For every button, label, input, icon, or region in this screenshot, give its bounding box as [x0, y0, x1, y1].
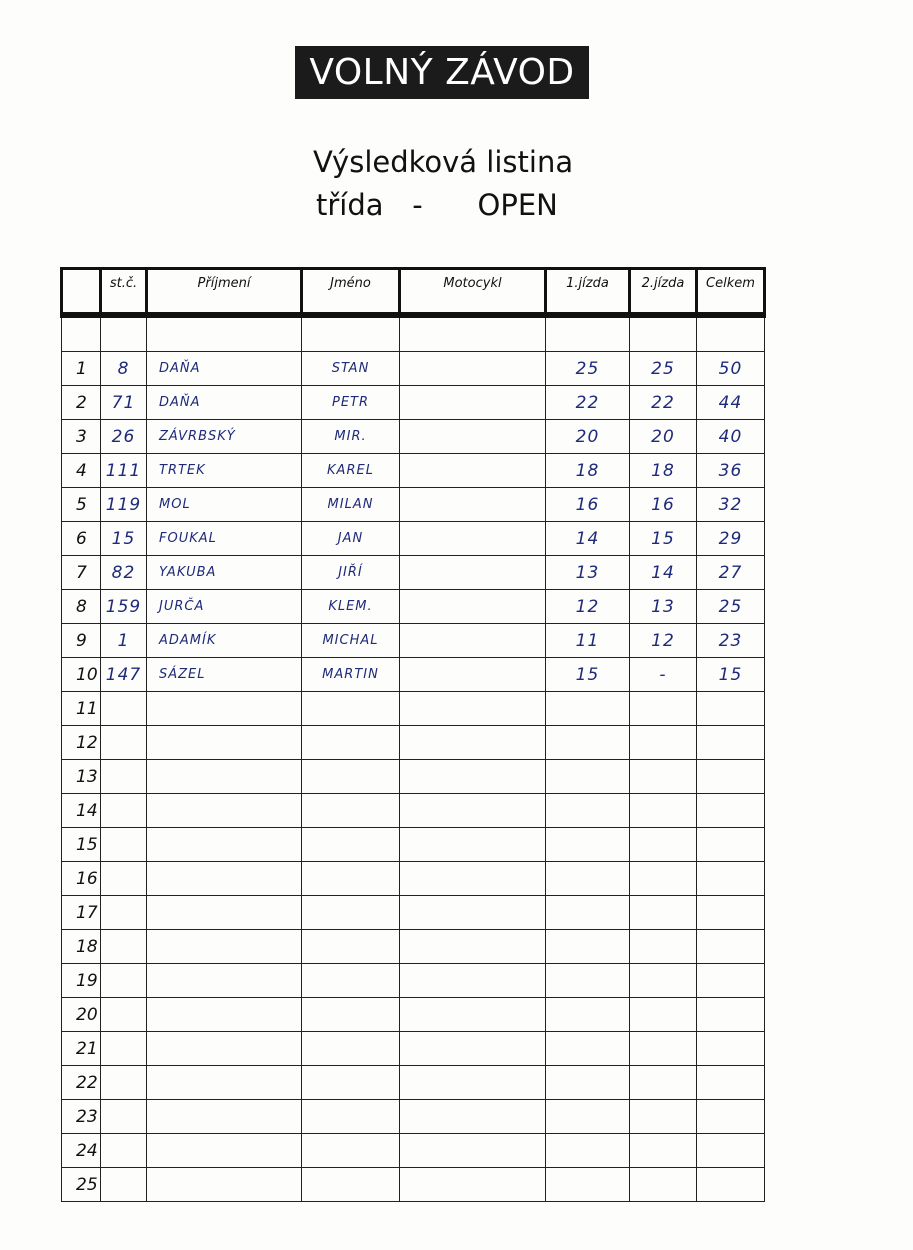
run-1-cell	[546, 1066, 630, 1100]
position-cell: 19	[62, 964, 101, 998]
column-header-total: Celkem	[697, 269, 765, 316]
position-cell: 5	[62, 488, 101, 522]
motorcycle-cell	[400, 998, 546, 1032]
surname-cell	[147, 692, 302, 726]
total-cell	[697, 1032, 765, 1066]
table-row	[62, 930, 765, 964]
run-2-cell	[630, 726, 697, 760]
surname-cell: ADAMÍK	[147, 624, 302, 658]
column-header-position	[62, 269, 101, 316]
run-1-cell: 14	[546, 522, 630, 556]
run-1-cell	[546, 828, 630, 862]
first-name-cell: JAN	[302, 522, 400, 556]
run-2-cell: 22	[630, 386, 697, 420]
total-cell: 40	[697, 420, 765, 454]
motorcycle-cell	[400, 386, 546, 420]
first-name-cell: KAREL	[302, 454, 400, 488]
position-cell: 23	[62, 1100, 101, 1134]
position-cell: 1	[62, 352, 101, 386]
total-cell	[697, 964, 765, 998]
run-2-cell	[630, 930, 697, 964]
motorcycle-cell	[400, 760, 546, 794]
table-row	[62, 386, 765, 420]
total-cell: 36	[697, 454, 765, 488]
table-row	[62, 1168, 765, 1202]
start-number-cell: 82	[101, 556, 147, 590]
first-name-cell	[302, 1134, 400, 1168]
run-1-cell	[546, 760, 630, 794]
position-cell: 8	[62, 590, 101, 624]
table-row	[62, 1032, 765, 1066]
document-title: Výsledková listina	[313, 145, 574, 179]
total-cell	[697, 760, 765, 794]
run-2-cell	[630, 1168, 697, 1202]
surname-cell: DAŇA	[147, 352, 302, 386]
surname-cell: YAKUBA	[147, 556, 302, 590]
run-1-cell: 25	[546, 352, 630, 386]
motorcycle-cell	[400, 658, 546, 692]
table-row	[62, 624, 765, 658]
start-number-cell: 147	[101, 658, 147, 692]
first-name-cell	[302, 896, 400, 930]
surname-cell	[147, 964, 302, 998]
start-number-cell	[101, 1168, 147, 1202]
start-number-cell	[101, 794, 147, 828]
motorcycle-cell	[400, 692, 546, 726]
position-cell: 16	[62, 862, 101, 896]
column-header-start-number: st.č.	[101, 269, 147, 316]
start-number-cell	[101, 760, 147, 794]
run-1-cell	[546, 1168, 630, 1202]
column-header-first-name: Jméno	[302, 269, 400, 316]
class-prefix: třída	[316, 188, 384, 222]
surname-cell	[147, 930, 302, 964]
run-1-cell: 20	[546, 420, 630, 454]
run-1-cell: 11	[546, 624, 630, 658]
run-2-cell	[630, 828, 697, 862]
motorcycle-cell	[400, 488, 546, 522]
run-2-cell: 18	[630, 454, 697, 488]
start-number-cell: 111	[101, 454, 147, 488]
motorcycle-cell	[400, 454, 546, 488]
run-1-cell	[546, 1134, 630, 1168]
position-cell: 3	[62, 420, 101, 454]
class-name: OPEN	[477, 188, 558, 222]
total-cell	[697, 862, 765, 896]
surname-cell	[147, 998, 302, 1032]
position-cell: 11	[62, 692, 101, 726]
run-2-cell	[630, 1134, 697, 1168]
start-number-cell	[101, 896, 147, 930]
run-2-cell: 12	[630, 624, 697, 658]
first-name-cell	[302, 862, 400, 896]
event-banner: VOLNÝ ZÁVOD	[295, 46, 589, 99]
run-2-cell: 15	[630, 522, 697, 556]
motorcycle-cell	[400, 1032, 546, 1066]
run-1-cell: 22	[546, 386, 630, 420]
table-row	[62, 556, 765, 590]
table-row	[62, 420, 765, 454]
run-1-cell	[546, 998, 630, 1032]
first-name-cell	[302, 964, 400, 998]
motorcycle-cell	[400, 1066, 546, 1100]
first-name-cell	[302, 794, 400, 828]
motorcycle-cell	[400, 896, 546, 930]
surname-cell: JURČA	[147, 590, 302, 624]
run-2-cell	[630, 964, 697, 998]
run-2-cell: 20	[630, 420, 697, 454]
first-name-cell	[302, 1100, 400, 1134]
table-row	[62, 1100, 765, 1134]
start-number-cell: 119	[101, 488, 147, 522]
position-cell: 18	[62, 930, 101, 964]
total-cell: 32	[697, 488, 765, 522]
surname-cell	[147, 828, 302, 862]
run-2-cell	[630, 1032, 697, 1066]
motorcycle-cell	[400, 964, 546, 998]
run-2-cell: 13	[630, 590, 697, 624]
run-2-cell: -	[630, 658, 697, 692]
total-cell	[697, 1134, 765, 1168]
column-header-motorcycle: Motocykl	[400, 269, 546, 316]
surname-cell: MOL	[147, 488, 302, 522]
column-header-run-2: 2.jízda	[630, 269, 697, 316]
run-2-cell	[630, 794, 697, 828]
start-number-cell	[101, 862, 147, 896]
start-number-cell: 159	[101, 590, 147, 624]
position-cell: 25	[62, 1168, 101, 1202]
run-1-cell	[546, 1100, 630, 1134]
table-row	[62, 522, 765, 556]
run-1-cell	[546, 862, 630, 896]
run-1-cell	[546, 794, 630, 828]
first-name-cell	[302, 1032, 400, 1066]
first-name-cell: JIŘÍ	[302, 556, 400, 590]
run-2-cell	[630, 998, 697, 1032]
surname-cell	[147, 896, 302, 930]
table-row	[62, 828, 765, 862]
first-name-cell	[302, 1168, 400, 1202]
total-cell	[697, 930, 765, 964]
total-cell: 25	[697, 590, 765, 624]
total-cell	[697, 794, 765, 828]
surname-cell	[147, 1168, 302, 1202]
motorcycle-cell	[400, 1134, 546, 1168]
start-number-cell	[101, 828, 147, 862]
position-cell: 9	[62, 624, 101, 658]
total-cell	[697, 692, 765, 726]
position-cell: 10	[62, 658, 101, 692]
total-cell	[697, 828, 765, 862]
surname-cell: TRTEK	[147, 454, 302, 488]
start-number-cell: 71	[101, 386, 147, 420]
motorcycle-cell	[400, 556, 546, 590]
run-1-cell: 15	[546, 658, 630, 692]
motorcycle-cell	[400, 1100, 546, 1134]
first-name-cell: MARTIN	[302, 658, 400, 692]
first-name-cell	[302, 726, 400, 760]
run-1-cell	[546, 726, 630, 760]
surname-cell	[147, 1134, 302, 1168]
table-row	[62, 590, 765, 624]
surname-cell	[147, 862, 302, 896]
table-row	[62, 692, 765, 726]
run-2-cell	[630, 896, 697, 930]
start-number-cell	[101, 930, 147, 964]
class-line	[316, 188, 596, 222]
class-dash: -	[412, 188, 423, 222]
total-cell: 27	[697, 556, 765, 590]
surname-cell: FOUKAL	[147, 522, 302, 556]
first-name-cell: STAN	[302, 352, 400, 386]
run-2-cell: 25	[630, 352, 697, 386]
header-spacer	[62, 315, 765, 352]
run-1-cell	[546, 692, 630, 726]
table-row	[62, 454, 765, 488]
first-name-cell: MIR.	[302, 420, 400, 454]
surname-cell	[147, 1032, 302, 1066]
surname-cell	[147, 726, 302, 760]
run-2-cell	[630, 1066, 697, 1100]
table-row	[62, 964, 765, 998]
run-1-cell: 13	[546, 556, 630, 590]
table-row	[62, 794, 765, 828]
position-cell: 12	[62, 726, 101, 760]
surname-cell: SÁZEL	[147, 658, 302, 692]
first-name-cell	[302, 998, 400, 1032]
first-name-cell	[302, 1066, 400, 1100]
run-2-cell	[630, 760, 697, 794]
run-1-cell	[546, 896, 630, 930]
total-cell	[697, 1100, 765, 1134]
table-row	[62, 726, 765, 760]
table-row	[62, 1066, 765, 1100]
start-number-cell	[101, 964, 147, 998]
position-cell: 7	[62, 556, 101, 590]
motorcycle-cell	[400, 590, 546, 624]
run-1-cell: 18	[546, 454, 630, 488]
surname-cell: DAŇA	[147, 386, 302, 420]
position-cell: 2	[62, 386, 101, 420]
total-cell	[697, 1168, 765, 1202]
start-number-cell: 8	[101, 352, 147, 386]
run-1-cell: 12	[546, 590, 630, 624]
total-cell: 15	[697, 658, 765, 692]
start-number-cell	[101, 726, 147, 760]
total-cell: 29	[697, 522, 765, 556]
results-table	[60, 267, 766, 1202]
column-header-surname: Příjmení	[147, 269, 302, 316]
first-name-cell: PETR	[302, 386, 400, 420]
position-cell: 14	[62, 794, 101, 828]
table-row	[62, 998, 765, 1032]
first-name-cell	[302, 930, 400, 964]
table-row	[62, 352, 765, 386]
run-2-cell	[630, 692, 697, 726]
motorcycle-cell	[400, 726, 546, 760]
run-2-cell: 14	[630, 556, 697, 590]
position-cell: 21	[62, 1032, 101, 1066]
start-number-cell: 15	[101, 522, 147, 556]
start-number-cell	[101, 1100, 147, 1134]
table-row	[62, 1134, 765, 1168]
position-cell: 17	[62, 896, 101, 930]
total-cell	[697, 1066, 765, 1100]
start-number-cell: 1	[101, 624, 147, 658]
surname-cell	[147, 1100, 302, 1134]
run-1-cell	[546, 1032, 630, 1066]
table-row	[62, 760, 765, 794]
motorcycle-cell	[400, 862, 546, 896]
table-row	[62, 896, 765, 930]
motorcycle-cell	[400, 624, 546, 658]
start-number-cell: 26	[101, 420, 147, 454]
motorcycle-cell	[400, 352, 546, 386]
column-header-run-1: 1.jízda	[546, 269, 630, 316]
run-1-cell: 16	[546, 488, 630, 522]
total-cell: 50	[697, 352, 765, 386]
first-name-cell: MICHAL	[302, 624, 400, 658]
position-cell: 22	[62, 1066, 101, 1100]
first-name-cell: KLEM.	[302, 590, 400, 624]
total-cell	[697, 896, 765, 930]
total-cell	[697, 998, 765, 1032]
position-cell: 20	[62, 998, 101, 1032]
surname-cell	[147, 794, 302, 828]
surname-cell	[147, 760, 302, 794]
header-row	[62, 269, 765, 316]
motorcycle-cell	[400, 522, 546, 556]
first-name-cell	[302, 828, 400, 862]
total-cell	[697, 726, 765, 760]
table-row	[62, 488, 765, 522]
position-cell: 15	[62, 828, 101, 862]
surname-cell	[147, 1066, 302, 1100]
position-cell: 24	[62, 1134, 101, 1168]
motorcycle-cell	[400, 420, 546, 454]
surname-cell: ZÁVRBSKÝ	[147, 420, 302, 454]
table-row	[62, 658, 765, 692]
motorcycle-cell	[400, 828, 546, 862]
start-number-cell	[101, 1134, 147, 1168]
first-name-cell	[302, 692, 400, 726]
run-2-cell: 16	[630, 488, 697, 522]
total-cell: 23	[697, 624, 765, 658]
table-row	[62, 862, 765, 896]
position-cell: 4	[62, 454, 101, 488]
start-number-cell	[101, 998, 147, 1032]
run-2-cell	[630, 1100, 697, 1134]
motorcycle-cell	[400, 930, 546, 964]
start-number-cell	[101, 1032, 147, 1066]
motorcycle-cell	[400, 1168, 546, 1202]
run-1-cell	[546, 964, 630, 998]
run-2-cell	[630, 862, 697, 896]
first-name-cell: MILAN	[302, 488, 400, 522]
position-cell: 13	[62, 760, 101, 794]
motorcycle-cell	[400, 794, 546, 828]
start-number-cell	[101, 1066, 147, 1100]
first-name-cell	[302, 760, 400, 794]
position-cell: 6	[62, 522, 101, 556]
run-1-cell	[546, 930, 630, 964]
start-number-cell	[101, 692, 147, 726]
total-cell: 44	[697, 386, 765, 420]
